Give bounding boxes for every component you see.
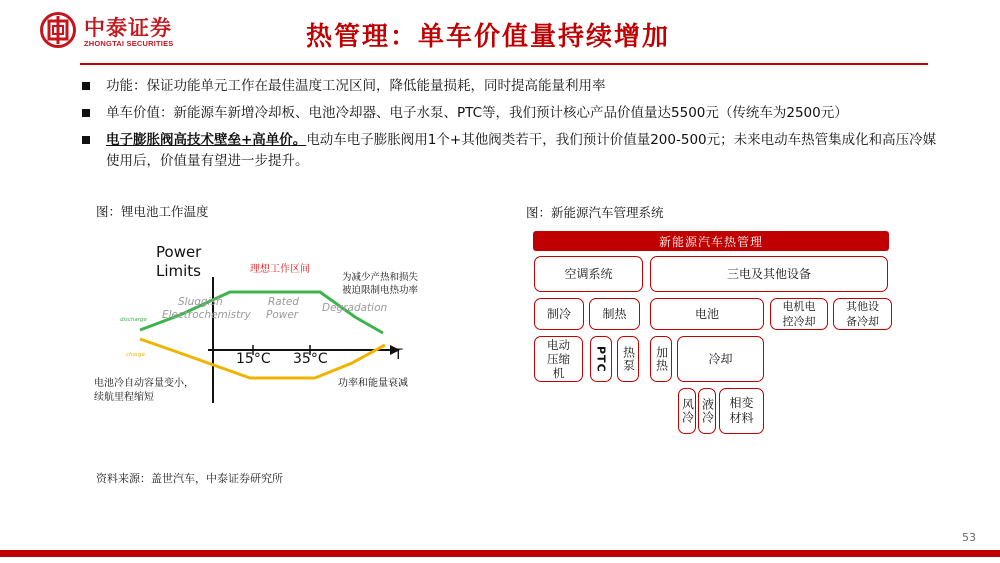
node-heat-pump-label: 热泵 [621, 346, 636, 372]
zone-electrochemistry-label: Electrochemistry [162, 309, 251, 321]
x-axis-label: T [394, 347, 403, 363]
node-other-cooling [833, 298, 892, 330]
bullet-function-text: 功能：保证功能单元工作在最佳温度工况区间，降低能量损耗，同时提高能量利用率 [106, 78, 606, 94]
note-right-line2: 被迫限制电热功率 [342, 285, 419, 296]
node-phase-change-line2: 材料 [729, 411, 754, 425]
bullet-square-icon [82, 109, 90, 117]
tick-label-35: 35°C [293, 351, 328, 367]
bullet-function [80, 76, 940, 97]
node-air-cooling-label: 风冷 [680, 398, 695, 424]
bullet-expansion-valve-text: 电动车电子膨胀阀用1个+其他阀类若干，我们预计价值量200-500元；未来电动车热管集成化和高压冷媒使用后，价值量有望进一步提升。 [106, 132, 937, 169]
logo-name-en: ZHONGTAI SECURITIES [84, 39, 174, 48]
ideal-zone-label: 理想工作区间 [250, 264, 310, 275]
note-bottom-left-line1: 电池冷自动容量变小， [94, 378, 194, 389]
zone-power-label: Power [266, 309, 299, 321]
y-axis-label-power: Power [156, 243, 202, 261]
node-phase-change-line1: 相变 [729, 396, 754, 410]
bullet-expansion-valve-highlight: 电子膨胀阀高技术壁垒+高单价。 [106, 132, 307, 148]
node-ac-system-label: 空调系统 [564, 266, 613, 281]
zone-sluggish-label: Sluggish [178, 296, 223, 308]
node-other-line2: 备冷却 [846, 315, 879, 328]
node-phase-change [719, 388, 764, 434]
node-heating [589, 298, 640, 330]
footer-bar [0, 550, 1000, 557]
note-bottom-right: 功率和能量衰减 [338, 378, 408, 389]
y-axis-label-limits: Limits [156, 262, 201, 280]
node-three-electric-label: 三电及其他设备 [726, 266, 811, 281]
node-compressor-line2: 压缩 [547, 352, 570, 366]
thermal-management-root: 新能源汽车热管理 [533, 231, 889, 251]
zhongtai-logo-icon [40, 12, 76, 48]
node-battery-label: 电池 [694, 306, 719, 321]
node-warm-label: 加热 [654, 346, 669, 372]
tick-label-15: 15°C [236, 351, 271, 367]
source-note: 资料来源：盖世汽车，中泰证券研究所 [96, 472, 283, 485]
bullet-square-icon [82, 82, 90, 90]
node-liquid-cooling [698, 388, 716, 434]
node-motor-control-cooling [770, 298, 828, 330]
battery-temperature-diagram [90, 235, 450, 410]
node-heating-label: 制热 [602, 306, 627, 321]
node-cool [677, 336, 764, 382]
node-battery [650, 298, 764, 330]
bullet-unit-value [80, 103, 940, 124]
node-electric-compressor [534, 336, 583, 382]
node-motor-line2: 控冷却 [782, 315, 816, 328]
node-three-electric [650, 256, 888, 292]
page-number: 53 [962, 531, 976, 544]
discharge-legend: discharge [120, 317, 147, 323]
node-cool-label: 冷却 [708, 351, 733, 366]
right-figure-caption: 图：新能源汽车管理系统 [526, 205, 664, 220]
bullet-square-icon [82, 136, 90, 144]
left-figure-caption: 图：锂电池工作温度 [96, 204, 209, 219]
node-liquid-cooling-label: 液冷 [700, 398, 715, 424]
bullet-list [80, 76, 940, 178]
title-divider [80, 63, 928, 65]
zone-rated-label: Rated [268, 296, 299, 308]
node-ac-system [534, 256, 643, 292]
node-ptc [590, 336, 612, 382]
note-bottom-left-line2: 续航里程缩短 [94, 392, 154, 403]
node-cooling [534, 298, 584, 330]
zone-degradation-label: Degradation [322, 302, 388, 314]
page-title: 热管理：单车价值量持续增加 [306, 22, 671, 52]
logo-name-cn: 中泰证券 [84, 16, 172, 40]
node-compressor-line1: 电动 [547, 338, 570, 352]
node-ptc-label: PTC [594, 345, 608, 373]
node-other-line1: 其他设 [846, 300, 879, 313]
node-air-cooling [678, 388, 696, 434]
company-logo [40, 10, 230, 54]
node-motor-line1: 电机电 [782, 300, 816, 313]
node-compressor-line3: 机 [552, 366, 565, 380]
note-right-line1: 为减少产热和损失 [342, 272, 419, 283]
node-heat-pump [617, 336, 639, 382]
charge-legend: charge [126, 352, 146, 358]
bullet-expansion-valve [80, 130, 940, 172]
bullet-unit-value-text: 单车价值：新能源车新增冷却板、电池冷却器、电子水泵、PTC等，我们预计核心产品价值量达5500元（传统车为2500元） [106, 105, 848, 121]
node-warm [650, 336, 672, 382]
node-cooling-label: 制冷 [546, 306, 571, 321]
